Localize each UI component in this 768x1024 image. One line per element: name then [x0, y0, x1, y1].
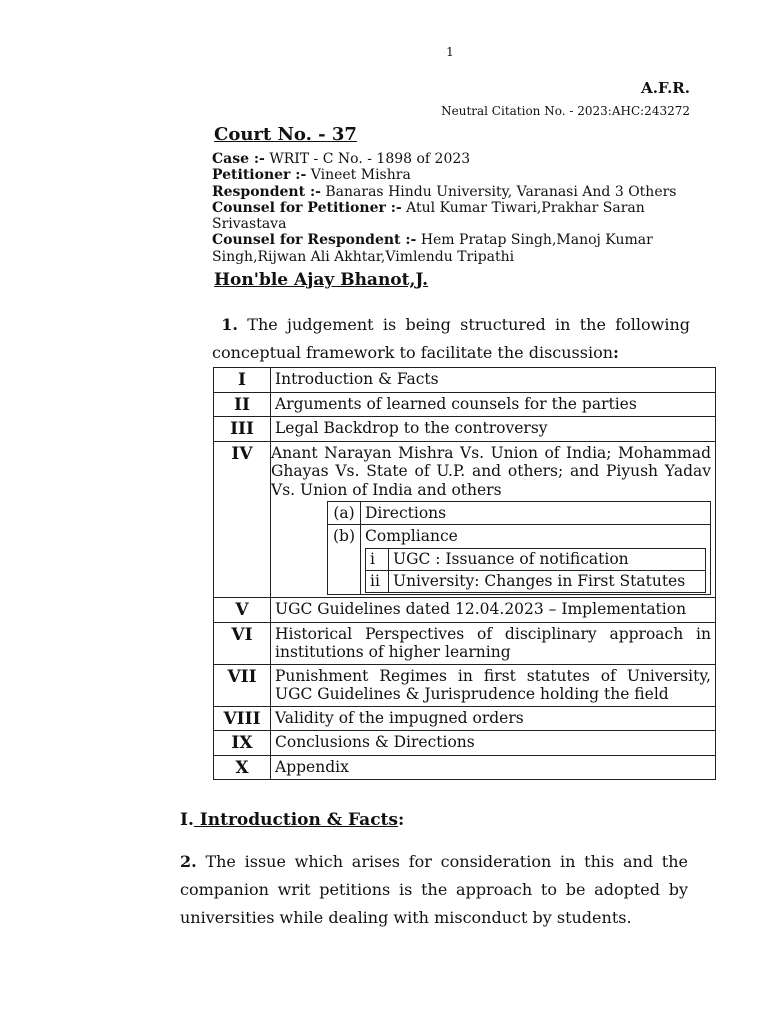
section-heading-introduction: [180, 810, 404, 830]
framework-num: III: [214, 417, 271, 442]
paragraph-2: [180, 848, 688, 932]
paragraph-1-text-2: conceptual framework to facilitate the discussion: [212, 343, 614, 362]
paragraph-1-colon: :: [613, 343, 619, 362]
counsel-petitioner-line: [212, 200, 692, 233]
framework-row: [214, 368, 716, 393]
framework-num: IX: [214, 731, 271, 756]
case-details: [212, 151, 692, 265]
framework-row: [214, 441, 716, 598]
case-label: Case :-: [212, 151, 265, 167]
paragraph-1-text-1: The judgement is being structured in the following: [247, 315, 690, 334]
framework-text: Arguments of learned counsels for the parties: [271, 392, 716, 417]
neutral-citation: Neutral Citation No. - 2023:AHC:243272: [441, 104, 690, 118]
judge-name: Hon'ble Ajay Bhanot,J.: [214, 270, 429, 290]
framework-subsub-label: ii: [366, 571, 389, 593]
court-number: Court No. - 37: [214, 124, 357, 145]
framework-text: Conclusions & Directions: [271, 731, 716, 756]
framework-subsub-row: [366, 549, 706, 571]
framework-subsub-text: UGC : Issuance of notification: [389, 549, 706, 571]
framework-sub-text: Compliance: [365, 527, 458, 545]
respondent-label: Respondent :-: [212, 183, 321, 200]
framework-row: [214, 392, 716, 417]
framework-num: IV: [214, 441, 271, 598]
respondent-line: [212, 184, 692, 200]
framework-num: VIII: [214, 706, 271, 731]
framework-row: [214, 664, 716, 706]
case-value: WRIT - C No. - 1898 of 2023: [269, 151, 471, 167]
framework-subtable: [327, 501, 711, 595]
petitioner-label: Petitioner :-: [212, 167, 307, 184]
framework-subsub-text: University: Changes in First Statutes: [389, 571, 706, 593]
paragraph-1-number: 1.: [221, 315, 238, 334]
paragraph-1: [212, 311, 690, 367]
framework-num: VI: [214, 622, 271, 664]
counsel-petitioner-value: Atul Kumar Tiwari,Prakhar Saran Srivastava: [212, 199, 645, 233]
framework-num: I: [214, 368, 271, 393]
framework-table: [213, 367, 716, 780]
petitioner-value: Vineet Mishra: [310, 167, 411, 184]
framework-sub-label: (a): [328, 502, 361, 525]
section-prefix: I.: [180, 810, 194, 830]
framework-text: UGC Guidelines dated 12.04.2023 – Implementation: [271, 598, 716, 623]
case-line: [212, 151, 692, 167]
framework-row: [214, 598, 716, 623]
framework-sub-label: (b): [328, 525, 361, 595]
framework-num: II: [214, 392, 271, 417]
counsel-respondent-label: Counsel for Respondent :-: [212, 232, 417, 249]
paragraph-2-number: 2.: [180, 852, 197, 871]
petitioner-line: [212, 167, 692, 183]
framework-num: V: [214, 598, 271, 623]
framework-text: Appendix: [271, 755, 716, 780]
framework-text: Introduction & Facts: [271, 368, 716, 393]
framework-sub-row: [328, 525, 711, 595]
framework-row: [214, 706, 716, 731]
framework-num: X: [214, 755, 271, 780]
section-title: Introduction & Facts: [193, 810, 398, 830]
paragraph-1-line-2: [212, 339, 690, 367]
framework-row: [214, 622, 716, 664]
framework-row: [214, 755, 716, 780]
counsel-respondent-value: Hem Pratap Singh,Manoj Kumar Singh,Rijwan Ali Akhtar,Vimlendu Tripathi: [212, 232, 653, 265]
framework-cell-iv: [271, 441, 716, 598]
paragraph-2-text: The issue which arises for consideration in this and the companion writ petitions is the approach to be adopted by universities while dealing with misconduct by students.: [180, 852, 688, 927]
framework-text: Historical Perspectives of disciplinary approach in institutions of higher learning: [271, 622, 716, 664]
framework-text: Legal Backdrop to the controversy: [271, 417, 716, 442]
page-number: 1: [446, 45, 454, 59]
framework-subsub-row: [366, 571, 706, 593]
framework-sub-cell-b: [361, 525, 711, 595]
counsel-respondent-line: [212, 232, 692, 265]
framework-subsub-table: [365, 548, 706, 593]
counsel-petitioner-label: Counsel for Petitioner :-: [212, 199, 402, 216]
framework-sub-text: Directions: [361, 502, 711, 525]
framework-num: VII: [214, 664, 271, 706]
framework-row: [214, 731, 716, 756]
framework-text: Punishment Regimes in first statutes of University, UGC Guidelines & Jurisprudence holding the field: [271, 664, 716, 706]
respondent-value: Banaras Hindu University, Varanasi And 3 Others: [325, 183, 677, 200]
framework-subsub-label: i: [366, 549, 389, 571]
section-colon: :: [397, 810, 405, 830]
framework-row: [214, 417, 716, 442]
framework-text: Anant Narayan Mishra Vs. Union of India; Mohammad Ghayas Vs. State of U.P. and others; and Piyush Yadav Vs. Union of India and others: [271, 443, 711, 499]
afr-mark: A.F.R.: [641, 79, 690, 97]
paragraph-1-line-1: [212, 311, 690, 339]
framework-text: Validity of the impugned orders: [271, 706, 716, 731]
framework-sub-row: [328, 502, 711, 525]
